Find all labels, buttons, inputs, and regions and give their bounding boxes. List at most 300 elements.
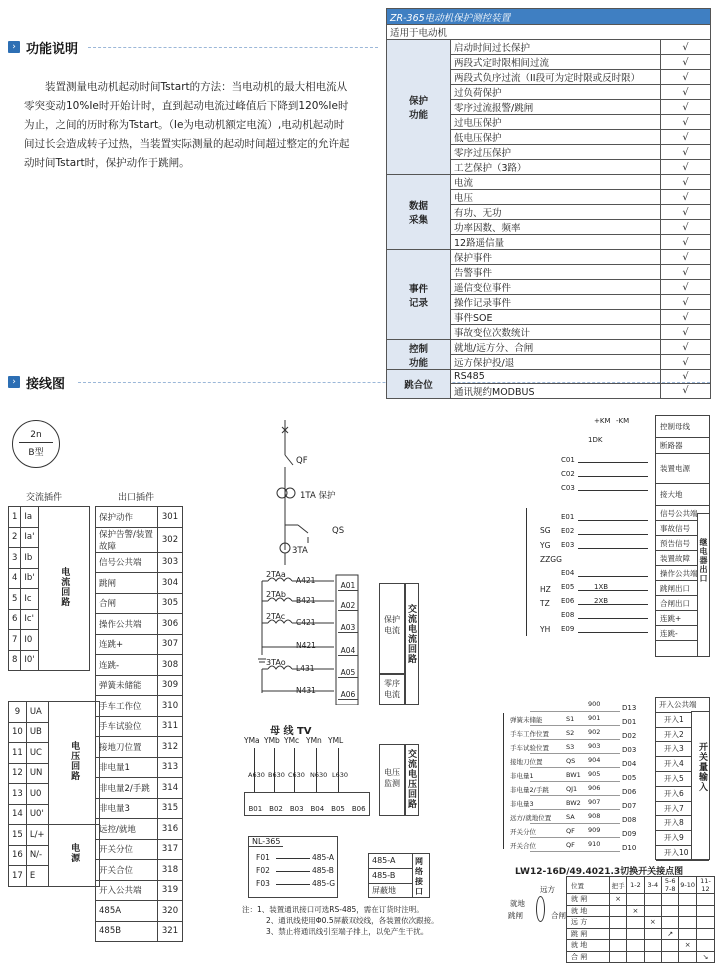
output-name: 信号公共端: [96, 552, 158, 573]
switch-contact: ↘: [696, 951, 714, 963]
bus-wire-line: [338, 748, 339, 792]
ct-label: 3TAo: [266, 658, 286, 667]
bus-wire-line: [294, 748, 295, 792]
feature-item: 保护事件: [451, 250, 661, 265]
feature-category: 事件 记录: [387, 250, 451, 340]
feature-item: 事件SOE: [451, 310, 661, 325]
output-name: 非电量1: [96, 757, 158, 778]
control-output-row: 跳闸出口: [656, 581, 709, 596]
feature-row: [387, 340, 711, 355]
xb-label: 1XB: [594, 583, 609, 591]
terminal-label: A02: [338, 601, 358, 611]
nl365-signal: 485-B: [312, 866, 334, 875]
input-row: 开入公共端: [656, 698, 709, 713]
control-wire: [578, 632, 648, 633]
ac-plugin-title: 交流插件: [26, 493, 63, 503]
model-bottom: B型: [28, 448, 44, 458]
voltage-circuit-text: 电压回路: [69, 741, 80, 781]
input-number: 908: [588, 812, 601, 820]
current-circuit-label: [38, 507, 89, 671]
output-name: 485B: [96, 921, 158, 942]
zero-current-label: 零序 电流: [384, 679, 400, 699]
input-row: 开入6: [656, 787, 709, 802]
output-name: 操作公共端: [96, 614, 158, 635]
signal-label: SG: [540, 526, 551, 535]
control-output-row: 装置电源: [656, 454, 709, 484]
feature-item: 电流: [451, 175, 661, 190]
pin-signal: Ib: [21, 548, 38, 569]
control-output-row: 断路器: [656, 438, 709, 454]
ac-circuit-label: 交流电流回路: [405, 583, 419, 705]
switch-position: 合 闸: [567, 951, 610, 963]
bus-terminal: B05: [331, 805, 345, 813]
nl365-title: NL-365: [249, 837, 283, 847]
output-name: 非电量2/手跳: [96, 778, 158, 799]
output-name: 保护动作: [96, 507, 158, 528]
pin-number: 1: [9, 507, 21, 528]
switch-contact: [627, 940, 644, 952]
check-icon: √: [661, 130, 711, 145]
pin-signal: U0': [26, 804, 48, 825]
note-line: 2、通讯线使用Φ0.5屏蔽双绞线，各装置依次跟接。: [266, 916, 439, 925]
feature-item: 低电压保护: [451, 130, 661, 145]
network-row: 485-B: [369, 869, 413, 884]
input-terminal: D05: [622, 774, 637, 782]
input-label: 开关合位: [510, 842, 536, 850]
power-label: [48, 825, 99, 887]
switch-contact: [627, 928, 644, 940]
output-name: 开入公共端: [96, 880, 158, 901]
out-plugin-title: 出口插件: [118, 493, 155, 503]
switch-position: 就 闸: [567, 894, 610, 906]
output-pin: 312: [158, 737, 183, 758]
wire-label: B421: [296, 596, 316, 605]
switch-contact: [662, 940, 679, 952]
input-row: 开入4: [656, 757, 709, 772]
qf-label: QF: [296, 456, 308, 466]
switch-contact: [644, 894, 661, 906]
input-id: SA: [566, 813, 575, 821]
input-label: 开关分位: [510, 828, 536, 836]
input-terminal: D08: [622, 816, 637, 824]
xb-label: 2XB: [594, 597, 609, 605]
voltage-monitor-box: [379, 744, 405, 816]
network-label: 网络接口: [415, 857, 423, 896]
input-number: 903: [588, 742, 601, 750]
input-row: 开入9: [656, 831, 709, 846]
feature-item: 两段式定时限相间过流: [451, 55, 661, 70]
pin-signal: UA: [26, 702, 48, 723]
ta-protect-label: 1TA 保护: [300, 491, 336, 501]
output-pin: 316: [158, 819, 183, 840]
wiring-section-title: 接线图: [26, 376, 66, 392]
pin-number: 2: [9, 527, 21, 548]
feature-item: RS485: [451, 370, 661, 384]
control-terminal: E02: [561, 527, 575, 535]
input-number: 905: [588, 770, 601, 778]
terminal-label: A05: [338, 668, 358, 678]
output-pin: 304: [158, 573, 183, 594]
terminal-label: A04: [338, 646, 358, 656]
input-wire: [530, 781, 620, 782]
feature-category: 跳合位: [387, 370, 451, 399]
input-label: 手车工作位置: [510, 730, 549, 738]
output-pin: 318: [158, 860, 183, 881]
control-terminal: E09: [561, 625, 575, 633]
input-label: 弹簧未储能: [510, 716, 543, 724]
pin-signal: Ib': [21, 568, 38, 589]
pin-signal: E: [26, 866, 48, 887]
switch-contact: [609, 940, 626, 952]
input-wire: [530, 795, 620, 796]
chevron-right-icon: ›: [8, 41, 20, 53]
check-icon: √: [661, 340, 711, 355]
pin-signal: I0: [21, 630, 38, 651]
note-line: 注：1、装置通讯接口可选RS-485，需在订货时注明。: [242, 905, 424, 914]
nl365-signal: 485-A: [312, 853, 334, 862]
input-id: QJ1: [566, 785, 578, 793]
input-id: QS: [566, 757, 576, 765]
current-circuit-text: 电流回路: [59, 566, 70, 607]
protect-current-box: [379, 583, 405, 674]
ac-plugin-table: [8, 506, 90, 671]
bus-wire-label: C630: [288, 771, 305, 779]
output-name: 非电量3: [96, 798, 158, 819]
switch-contact: ↗: [662, 928, 679, 940]
switch-contact: [644, 905, 661, 917]
control-terminal: E03: [561, 541, 575, 549]
input-wire: [530, 837, 620, 838]
feature-item: 操作记录事件: [451, 295, 661, 310]
feature-row: [387, 40, 711, 55]
input-wire: [530, 753, 620, 754]
control-wire: [578, 490, 648, 491]
output-name: 跳闸: [96, 573, 158, 594]
dk-label: 1DK: [588, 436, 603, 444]
switch-header: 5-6 7-8: [662, 877, 679, 894]
input-terminal: D06: [622, 788, 637, 796]
switch-position-label: 就地: [510, 899, 525, 908]
zero-current-box: [379, 674, 405, 705]
output-pin: 308: [158, 655, 183, 676]
control-terminal: E01: [561, 513, 575, 521]
check-icon: √: [661, 265, 711, 280]
switch-contact: [662, 951, 679, 963]
output-name: 弹簧未储能: [96, 675, 158, 696]
switch-contact: [609, 951, 626, 963]
check-icon: √: [661, 85, 711, 100]
wire-label: A421: [296, 576, 316, 585]
wiring-section-header: [8, 373, 65, 391]
output-name: 开关分位: [96, 839, 158, 860]
pin-number: 9: [9, 702, 27, 723]
pin-number: 17: [9, 866, 27, 887]
output-pin: 319: [158, 880, 183, 901]
signal-label: YH: [540, 625, 551, 634]
check-icon: √: [661, 355, 711, 370]
control-wire: [578, 520, 648, 521]
control-terminal: E08: [561, 611, 575, 619]
switch-position: 就 地: [567, 905, 610, 917]
input-row: 开入10: [656, 846, 709, 861]
control-output-row: 事故信号: [656, 521, 709, 536]
switch-header: 11-12: [696, 877, 714, 894]
control-output-row: 操作公共端: [656, 566, 709, 581]
nl365-port: F01: [256, 853, 270, 862]
terminal-label: A01: [338, 581, 358, 591]
bus-terminal: B04: [310, 805, 325, 813]
switch-handle-icon: [536, 896, 545, 922]
pin-signal: Ia: [21, 507, 38, 528]
switch-position: 远 方: [567, 917, 610, 929]
ta3-label: 3TA: [292, 546, 308, 556]
feature-item: 工艺保护（3路）: [451, 160, 661, 175]
output-pin: 311: [158, 716, 183, 737]
feature-item: 过负荷保护: [451, 85, 661, 100]
input-label: 远方/就地位置: [510, 814, 552, 822]
input-row: 开入2: [656, 728, 709, 743]
switch-contact: [679, 951, 697, 963]
note-line: 3、禁止将通讯线引至端子排上，以免产生干扰。: [266, 927, 429, 936]
check-icon: √: [661, 175, 711, 190]
bus-terminal-row: [244, 792, 370, 816]
input-row: 开入8: [656, 816, 709, 831]
output-name: 合闸: [96, 593, 158, 614]
output-pin: 309: [158, 675, 183, 696]
switch-contact: [662, 917, 679, 929]
bus-wire-label: B630: [268, 771, 285, 779]
input-id: S1: [566, 715, 575, 723]
pin-signal: Ic': [21, 609, 38, 630]
check-icon: √: [661, 190, 711, 205]
switch-contact: [662, 905, 679, 917]
control-wire: [578, 590, 648, 591]
ac-voltage-label: 交流电压回路: [405, 744, 419, 816]
wire-label: N431: [296, 686, 316, 695]
input-number: 909: [588, 826, 601, 834]
function-section-title: 功能说明: [26, 41, 79, 57]
voltage-monitor-label: 电压 监测: [384, 768, 400, 788]
pin-number: 11: [9, 743, 27, 764]
chevron-right-icon: ›: [8, 376, 20, 388]
bus-wire-line: [274, 748, 275, 792]
feature-category: 控制 功能: [387, 340, 451, 370]
switch-contact: [644, 940, 661, 952]
bus-wire-line: [254, 748, 255, 792]
pin-number: 14: [9, 804, 27, 825]
check-icon: √: [661, 40, 711, 55]
control-wire: [578, 476, 648, 477]
switch-contact: ×: [627, 905, 644, 917]
pin-signal: I0': [21, 650, 38, 671]
input-terminal: D09: [622, 830, 637, 838]
pin-number: 16: [9, 845, 27, 866]
input-label: 非电量2/手跳: [510, 786, 549, 794]
control-wire: [578, 576, 648, 577]
feature-item: 事故变位次数统计: [451, 325, 661, 340]
qs-label: QS: [332, 526, 345, 536]
bus-wire-line: [316, 748, 317, 792]
feature-item: 告警事件: [451, 265, 661, 280]
ct-label: 2TAb: [266, 590, 286, 599]
input-label: 接地刀位置: [510, 758, 543, 766]
feature-row: [387, 175, 711, 190]
pin-signal: Ic: [21, 589, 38, 610]
input-vline: [503, 713, 504, 849]
input-label: 手车试验位置: [510, 744, 549, 752]
pin-signal: L/+: [26, 825, 48, 846]
output-name: 连跳-: [96, 655, 158, 676]
nl365-wire: [276, 884, 310, 885]
input-id: QF: [566, 841, 575, 849]
check-icon: √: [661, 250, 711, 265]
output-pin: 305: [158, 593, 183, 614]
switch-contact: [609, 928, 626, 940]
switch-contact: [679, 905, 697, 917]
input-label: 非电量1: [510, 772, 534, 780]
feature-item: 启动时间过长保护: [451, 40, 661, 55]
section-divider: [88, 47, 378, 48]
input-terminal: D13: [622, 704, 637, 712]
bus-wire-label: L630: [332, 771, 349, 779]
feature-item: 通讯规约MODBUS: [451, 383, 661, 398]
pin-signal: UC: [26, 743, 48, 764]
output-pin: 310: [158, 696, 183, 717]
switch-contact: [609, 917, 626, 929]
switch-contact: ×: [679, 940, 697, 952]
wire-label: N421: [296, 641, 316, 650]
pin-signal: Ia': [21, 527, 38, 548]
input-id: BW1: [566, 771, 581, 779]
feature-item: 零序过压保护: [451, 145, 661, 160]
output-pin: 314: [158, 778, 183, 799]
input-number: 900: [588, 700, 601, 708]
input-id: BW2: [566, 799, 581, 807]
output-pin: 320: [158, 901, 183, 922]
check-icon: √: [661, 160, 711, 175]
pin-number: 8: [9, 650, 21, 671]
control-wire: [578, 462, 648, 463]
output-pin: 301: [158, 507, 183, 528]
switch-contact: [644, 951, 661, 963]
control-terminal: E04: [561, 569, 575, 577]
switch-input-label: 开关量输入: [691, 711, 710, 860]
output-name: 开关合位: [96, 860, 158, 881]
network-row: 屏蔽地: [369, 884, 413, 899]
input-label: 非电量3: [510, 800, 534, 808]
control-output-row: 接大地: [656, 484, 709, 506]
switch-contact: [696, 894, 714, 906]
control-terminal: C03: [561, 484, 575, 492]
pin-number: 3: [9, 548, 21, 569]
function-section-header: [8, 38, 78, 56]
output-pin: 307: [158, 634, 183, 655]
pin-number: 13: [9, 784, 27, 805]
output-pin: 306: [158, 614, 183, 635]
network-rows: [369, 854, 413, 898]
feature-category: 保护 功能: [387, 40, 451, 175]
input-wire: [530, 823, 620, 824]
input-terminal: D02: [622, 732, 637, 740]
check-icon: √: [661, 235, 711, 250]
network-row: 485-A: [369, 854, 413, 869]
check-icon: √: [661, 325, 711, 340]
check-icon: √: [661, 100, 711, 115]
control-output-row: 信号公共端: [656, 506, 709, 521]
input-terminal: D03: [622, 746, 637, 754]
nl365-port: F03: [256, 879, 270, 888]
switch-position-label: 合闸: [551, 911, 566, 920]
pin-number: 7: [9, 630, 21, 651]
voltage-circuit-label: [48, 702, 99, 825]
bus-wire-label: A630: [248, 771, 265, 779]
feature-item: 就地/远方分、合闸: [451, 340, 661, 355]
feature-item: 零序过流报警/跳闸: [451, 100, 661, 115]
control-terminal: E06: [561, 597, 575, 605]
check-icon: √: [661, 280, 711, 295]
input-wire: [530, 851, 620, 852]
feature-row: [387, 250, 711, 265]
switch-contact: ×: [644, 917, 661, 929]
check-icon: √: [661, 145, 711, 160]
bus-phase-label: YMa: [244, 736, 260, 745]
feature-item: 过电压保护: [451, 115, 661, 130]
switch-contact: [679, 928, 697, 940]
switch-contact: [679, 894, 697, 906]
input-number: 902: [588, 728, 601, 736]
input-row: 开入3: [656, 742, 709, 757]
feature-item: 两段式负序过流（II段可为定时限或反时限）: [451, 70, 661, 85]
bus-phase-label: YMc: [284, 736, 300, 745]
pin-number: 15: [9, 825, 27, 846]
wiring-notes: [242, 904, 439, 937]
ct-label: 2TAa: [266, 570, 286, 579]
output-name: 手车工作位: [96, 696, 158, 717]
pin-signal: N/-: [26, 845, 48, 866]
pin-number: 6: [9, 609, 21, 630]
input-id: S3: [566, 743, 575, 751]
output-pin: 315: [158, 798, 183, 819]
switch-header: 9-10: [679, 877, 697, 894]
output-name: 连跳+: [96, 634, 158, 655]
input-wire: [530, 767, 620, 768]
bus-phase-label: YML: [328, 736, 344, 745]
control-terminal: C01: [561, 456, 575, 464]
control-output-row: 合闸出口: [656, 596, 709, 611]
output-name: 远控/就地: [96, 819, 158, 840]
input-id: S2: [566, 729, 575, 737]
input-row: 开入7: [656, 802, 709, 817]
output-pin: 303: [158, 552, 183, 573]
bus-terminal: B01: [248, 805, 263, 813]
switch-contact: [662, 894, 679, 906]
switch-contact: [696, 917, 714, 929]
switch-contact: [627, 951, 644, 963]
switch-contact: [627, 917, 644, 929]
pin-number: 10: [9, 722, 27, 743]
nl365-port: F02: [256, 866, 270, 875]
switch-contact: [627, 894, 644, 906]
input-terminal: D01: [622, 718, 637, 726]
switch-contact: [696, 928, 714, 940]
control-output-row: 连跳-: [656, 626, 709, 641]
feature-item: 遥信变位事件: [451, 280, 661, 295]
switch-contact: [679, 917, 697, 929]
pin-signal: UB: [26, 722, 48, 743]
protect-current-label: 保护 电流: [384, 615, 400, 635]
pin-number: 4: [9, 568, 21, 589]
bus-title: 母 线 TV: [270, 726, 312, 737]
